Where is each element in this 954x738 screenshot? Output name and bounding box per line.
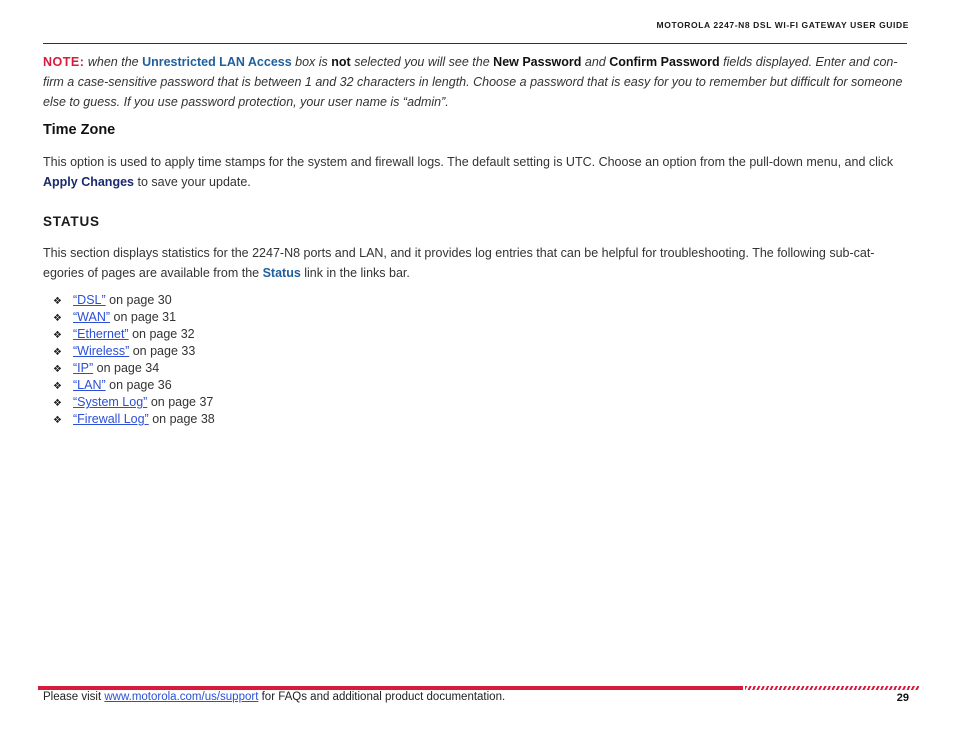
note-text-1: when the [84, 55, 143, 69]
note-term-confirm-password: Confirm Password [609, 55, 720, 69]
status-paragraph [43, 243, 913, 283]
page-ref: on page 38 [148, 412, 215, 426]
link-system-log[interactable]: “System Log” [73, 395, 148, 409]
footer-hatch-bar [745, 686, 920, 690]
footer-red-bar [38, 686, 743, 690]
page-ref: on page 31 [110, 310, 177, 324]
list-item [53, 292, 215, 309]
list-item [53, 377, 215, 394]
time-zone-text-1: This option is used to apply time stamps for the system and firewall logs. The default setting is UTC. Choose an option from the pull-down menu, and click [43, 155, 894, 169]
apply-changes-term: Apply Changes [43, 175, 134, 189]
list-item [53, 343, 215, 360]
diamond-bullet-icon: ❖ [53, 313, 62, 324]
page-ref: on page 34 [93, 361, 160, 375]
diamond-bullet-icon: ❖ [53, 347, 62, 358]
status-link-term: Status [262, 266, 301, 280]
note-term-unrestricted-lan-access: Unrestricted LAN Access [142, 55, 292, 69]
link-ethernet[interactable]: “Ethernet” [73, 327, 129, 341]
page-ref: on page 32 [128, 327, 195, 341]
note-text-3: selected you will see the [350, 55, 494, 69]
diamond-bullet-icon: ❖ [53, 296, 62, 307]
status-text-1: This section displays statistics for the 2247-N8 ports and LAN, and it provides log entries that can be helpful for troubleshooting. The following sub-cat-egories of pages are available from the [43, 246, 875, 280]
footer-text [43, 691, 505, 703]
list-item [53, 326, 215, 343]
note-paragraph [43, 52, 913, 112]
diamond-bullet-icon: ❖ [53, 364, 62, 375]
status-pages-list [53, 292, 215, 428]
time-zone-heading: Time Zone [43, 122, 116, 138]
diamond-bullet-icon: ❖ [53, 381, 62, 392]
status-heading: STATUS [43, 214, 100, 229]
note-not: not [331, 55, 351, 69]
running-header: MOTOROLA 2247-N8 DSL WI-FI GATEWAY USER GUIDE [656, 20, 909, 30]
page-ref: on page 33 [129, 344, 196, 358]
footer-prefix: Please visit [43, 691, 105, 703]
diamond-bullet-icon: ❖ [53, 330, 62, 341]
diamond-bullet-icon: ❖ [53, 415, 62, 426]
link-wireless[interactable]: “Wireless” [73, 344, 130, 358]
note-text-4: and [581, 55, 610, 69]
note-label: NOTE: [43, 55, 85, 69]
status-text-2: link in the links bar. [300, 266, 410, 280]
list-item [53, 360, 215, 377]
header-divider [43, 43, 907, 44]
link-wan[interactable]: “WAN” [73, 310, 111, 324]
note-text-5: fields displayed. Enter and con-firm a case-sensitive password that is between 1 and 32 characters in length. Choose a password that is easy for you to remember but difficult for someone else to guess. If you use password protection, your user name is “admin”. [43, 55, 903, 109]
link-lan[interactable]: “LAN” [73, 378, 106, 392]
note-text-2: box is [291, 55, 332, 69]
diamond-bullet-icon: ❖ [53, 398, 62, 409]
list-item [53, 411, 215, 428]
list-item [53, 394, 215, 411]
support-link[interactable]: www.motorola.com/us/support [104, 691, 259, 703]
page-ref: on page 30 [105, 293, 172, 307]
link-dsl[interactable]: “DSL” [73, 293, 106, 307]
link-firewall-log[interactable]: “Firewall Log” [73, 412, 149, 426]
link-ip[interactable]: “IP” [73, 361, 94, 375]
time-zone-text-2: to save your update. [134, 175, 251, 189]
page-ref: on page 36 [105, 378, 172, 392]
time-zone-paragraph [43, 152, 913, 192]
note-term-new-password: New Password [493, 55, 582, 69]
footer-suffix: for FAQs and additional product documentation. [258, 691, 506, 703]
page-ref: on page 37 [147, 395, 214, 409]
list-item [53, 309, 215, 326]
page-number: 29 [896, 692, 909, 704]
